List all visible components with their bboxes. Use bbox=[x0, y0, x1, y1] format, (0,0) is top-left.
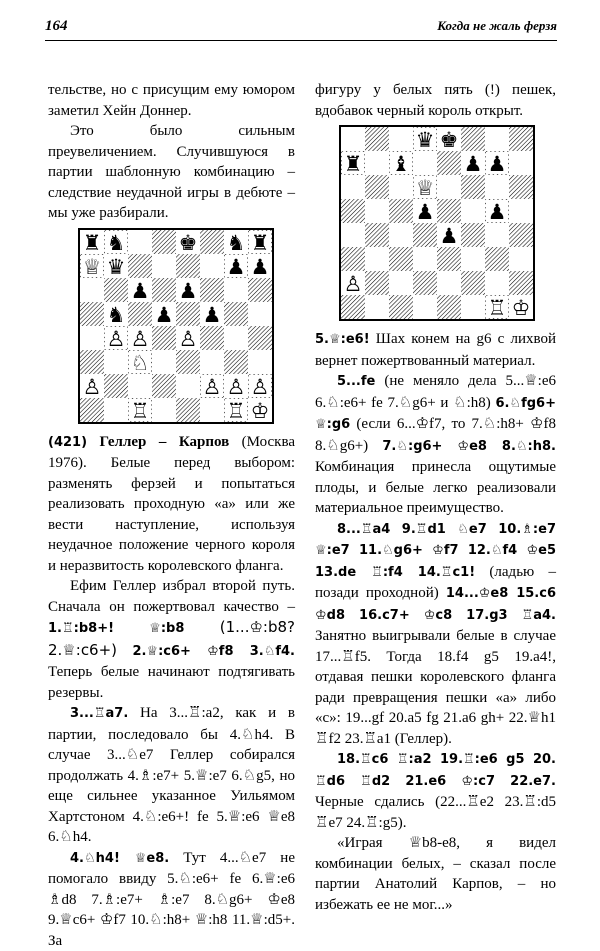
light-square bbox=[248, 350, 272, 374]
dark-square bbox=[104, 374, 128, 398]
black-pawn-f5: ♟ bbox=[203, 303, 222, 327]
paragraph bbox=[48, 703, 295, 848]
light-square bbox=[341, 127, 365, 151]
white-rook-g1: ♖ bbox=[227, 399, 246, 422]
light-square bbox=[152, 398, 176, 422]
light-square bbox=[461, 295, 485, 319]
black-pawn-e6: ♟ bbox=[179, 279, 198, 303]
dark-square bbox=[200, 326, 224, 350]
black-pawn-f7: ♟ bbox=[464, 152, 483, 176]
light-square bbox=[224, 278, 248, 302]
dark-square bbox=[152, 374, 176, 398]
paragraph: фигуру у белых пять (!) пешек, вдобавок черный король открыт. bbox=[315, 80, 556, 121]
white-pawn-f2: ♙ bbox=[203, 375, 222, 399]
moves: 1.♖:b8+! ♕:b8 bbox=[48, 621, 184, 636]
paragraph-text: Занятно выигрывали белые в случае 17...♖f5. Тогда 18.f4 g5 19.a4!, отдавая пешки королевского фланга ради превращения пешки «а» либо «с»: 19...gf 20.a5 fg 21.a6 gh+ 22.♕h1 ♖f2 23.♖a1 (Геллер). bbox=[315, 628, 556, 747]
paragraph bbox=[48, 848, 295, 951]
black-pawn-h7: ♟ bbox=[251, 255, 270, 279]
light-square bbox=[485, 175, 509, 199]
black-knight-b5: ♞ bbox=[107, 303, 126, 327]
paragraph bbox=[315, 519, 556, 750]
light-square bbox=[365, 199, 389, 223]
dark-square bbox=[224, 350, 248, 374]
dark-square bbox=[176, 302, 200, 326]
dark-square bbox=[152, 278, 176, 302]
dark-square bbox=[485, 247, 509, 271]
dark-square bbox=[248, 278, 272, 302]
paragraph-text: Комбинация принесла ощутимые плоды, и белые легко реализовали материальное преимущество. bbox=[315, 459, 556, 516]
white-king-h1: ♔ bbox=[512, 296, 531, 319]
moves: 3...♖a7. bbox=[70, 706, 128, 721]
light-square bbox=[461, 199, 485, 223]
dark-square bbox=[365, 175, 389, 199]
page-header bbox=[0, 18, 600, 38]
light-square bbox=[128, 230, 152, 254]
white-pawn-a2: ♙ bbox=[83, 375, 102, 399]
dark-square bbox=[176, 254, 200, 278]
white-pawn-e4: ♙ bbox=[179, 327, 198, 351]
dark-square bbox=[461, 271, 485, 295]
left-column bbox=[48, 80, 295, 951]
light-square bbox=[389, 223, 413, 247]
dark-square bbox=[509, 271, 533, 295]
black-king-e8: ♚ bbox=[440, 128, 459, 152]
white-knight-c3: ♘ bbox=[131, 351, 150, 375]
light-square bbox=[152, 254, 176, 278]
black-pawn-e4: ♟ bbox=[440, 224, 459, 248]
paragraph-text: Теперь белые начинают подтягивать резервы. bbox=[48, 664, 295, 701]
light-square bbox=[509, 247, 533, 271]
light-square bbox=[341, 223, 365, 247]
moves: 18.♖c6 ♖:a2 19.♖:e6 g5 20. ♖d6 ♖d2 21.e6 ♔:c7 22.e7. bbox=[315, 752, 556, 789]
light-square bbox=[485, 223, 509, 247]
dark-square bbox=[461, 127, 485, 151]
player-names: Геллер – Карпов bbox=[100, 434, 230, 450]
light-square bbox=[176, 374, 200, 398]
black-rook-a8: ♜ bbox=[83, 231, 102, 255]
running-title: Когда не жаль ферзя bbox=[437, 18, 557, 34]
dark-square bbox=[341, 199, 365, 223]
light-square bbox=[248, 302, 272, 326]
paragraph-text: Черные сдались (22...♖e2 23.♖:d5 ♖e7 24.♖:g5). bbox=[315, 794, 556, 831]
white-queen-d6: ♕ bbox=[416, 176, 435, 200]
dark-square bbox=[128, 254, 152, 278]
light-square bbox=[341, 175, 365, 199]
paragraph: «Играя ♕b8-e8, я видел комбинации белых, – сказал после партии Анатолий Карпов, – но избежать ее не мог...» bbox=[315, 833, 556, 915]
dark-square bbox=[104, 278, 128, 302]
dark-square bbox=[437, 247, 461, 271]
white-pawn-a2: ♙ bbox=[344, 272, 363, 296]
paragraph-text: (не меняло дела 5...♕:e6 6.♘:e6+ fe 7.♘g6+ и ♘:h8) bbox=[315, 373, 556, 411]
light-square bbox=[365, 151, 389, 175]
dark-square bbox=[341, 295, 365, 319]
light-square bbox=[389, 127, 413, 151]
paragraph-text: (Москва 1976). Белые перед выбором: разменять ферзей и попытаться реализовать проходную «а» или же вести наступление, используя неудачное положение черного короля и неразвитость королевского фланга. bbox=[48, 434, 295, 574]
chess-diagram-421 bbox=[78, 228, 274, 424]
paragraph-text: (если 6...♔f7, то 7.♘:h8+ ♔f8 8.♘g6+) bbox=[315, 416, 556, 454]
chess-diagram-wrap bbox=[48, 224, 295, 432]
white-king-h1: ♔ bbox=[251, 399, 270, 422]
paragraph-text: (ладью – позади проходной) bbox=[315, 564, 556, 602]
black-pawn-g5: ♟ bbox=[488, 200, 507, 224]
black-king-e8: ♚ bbox=[179, 231, 198, 255]
light-square bbox=[224, 326, 248, 350]
paragraph-text: Ефим Геллер избрал второй путь. Сначала он пожертвовал качество – bbox=[48, 578, 295, 615]
paragraph bbox=[48, 576, 295, 703]
black-pawn-d5: ♟ bbox=[416, 200, 435, 224]
paragraph-text: На 3...♖:a2, как и в партии, последовало бы 4.♘h4. В случае 3...♘e7 Геллер собирался продолжать 4.♗:e7+ 5.♕:e7 6.♘g5, но еще сильнее указанное Уильямом Хартстоном 4.♘:e6+! fe 5.♕:e6 ♕e8 6.♘h4. bbox=[48, 705, 295, 845]
moves: 6.♘fg6+ ♕:g6 bbox=[315, 396, 556, 433]
paragraph-text: Тут 4...♘e7 не помогало ввиду 5.♘:e6+ fe 6.♕:e6 ♗d8 7.♗:e7+ ♗:e7 8.♘g6+ ♔e8 9.♕c6+ ♔f7 10.♘:h8+ ♕:h8 11.♕:d5+. За bbox=[48, 850, 295, 949]
dark-square bbox=[152, 326, 176, 350]
game-number: (421) bbox=[48, 435, 87, 450]
dark-square bbox=[461, 175, 485, 199]
light-square bbox=[413, 151, 437, 175]
dark-square bbox=[413, 223, 437, 247]
dark-square bbox=[80, 302, 104, 326]
light-square bbox=[200, 254, 224, 278]
black-queen-d8: ♛ bbox=[416, 128, 435, 152]
light-square bbox=[200, 350, 224, 374]
dark-square bbox=[509, 223, 533, 247]
light-square bbox=[509, 151, 533, 175]
light-square bbox=[152, 350, 176, 374]
dark-square bbox=[389, 199, 413, 223]
light-square bbox=[413, 295, 437, 319]
paragraph: тельстве, но с присущим ему юмором заметил Хейн Доннер. bbox=[48, 80, 295, 121]
header-rule bbox=[45, 40, 557, 41]
light-square bbox=[389, 175, 413, 199]
paragraph bbox=[315, 371, 556, 519]
black-bishop-c7: ♝ bbox=[392, 152, 411, 176]
paragraph bbox=[315, 329, 556, 371]
light-square bbox=[80, 326, 104, 350]
black-rook-a7: ♜ bbox=[344, 152, 363, 176]
black-knight-b8: ♞ bbox=[107, 231, 126, 255]
light-square bbox=[80, 278, 104, 302]
paragraph bbox=[315, 749, 556, 833]
dark-square bbox=[437, 199, 461, 223]
light-square bbox=[128, 374, 152, 398]
light-square bbox=[485, 127, 509, 151]
white-rook-g1: ♖ bbox=[488, 296, 507, 319]
moves: 7.♘:g6+ ♔e8 8.♘:h8. bbox=[382, 439, 556, 454]
moves: 8...♖a4 9.♖d1 ♘e7 10.♗:e7 ♕:e7 11.♘g6+ ♔f7 12.♘f4 ♔e5 13.de ♖:f4 14.♖c1! bbox=[315, 522, 556, 580]
dark-square bbox=[389, 247, 413, 271]
moves: 2.♕:c6+ ♔f8 3.♘f4. bbox=[132, 644, 295, 659]
white-rook-c1: ♖ bbox=[131, 399, 150, 422]
dark-square bbox=[200, 278, 224, 302]
dark-square bbox=[152, 230, 176, 254]
dark-square bbox=[224, 302, 248, 326]
light-square bbox=[365, 295, 389, 319]
dark-square bbox=[365, 223, 389, 247]
light-square bbox=[365, 247, 389, 271]
white-queen-a7: ♕ bbox=[83, 255, 102, 279]
light-square bbox=[485, 271, 509, 295]
light-square bbox=[461, 247, 485, 271]
black-knight-g8: ♞ bbox=[227, 231, 246, 255]
dark-square bbox=[365, 127, 389, 151]
chess-diagram-wrap bbox=[315, 121, 556, 329]
dark-square bbox=[176, 350, 200, 374]
moves: 4.♘h4! ♕e8. bbox=[70, 851, 169, 866]
black-rook-h8: ♜ bbox=[251, 231, 270, 255]
variation: (1...♔:b8? 2.♕:c6+) bbox=[48, 618, 295, 659]
light-square bbox=[437, 271, 461, 295]
dark-square bbox=[437, 295, 461, 319]
dark-square bbox=[128, 302, 152, 326]
moves: 5...fe bbox=[337, 374, 375, 389]
white-pawn-b4: ♙ bbox=[107, 327, 126, 351]
dark-square bbox=[509, 175, 533, 199]
page-number: 164 bbox=[45, 18, 68, 35]
black-pawn-d5: ♟ bbox=[155, 303, 174, 327]
dark-square bbox=[461, 223, 485, 247]
dark-square bbox=[80, 398, 104, 422]
black-pawn-g7: ♟ bbox=[488, 152, 507, 176]
light-square bbox=[104, 398, 128, 422]
light-square bbox=[413, 247, 437, 271]
black-pawn-c6: ♟ bbox=[131, 279, 150, 303]
light-square bbox=[437, 175, 461, 199]
dark-square bbox=[437, 151, 461, 175]
light-square bbox=[389, 271, 413, 295]
dark-square bbox=[509, 127, 533, 151]
paragraph-text: Шах конем на g6 с лихвой вернет пожертвованный материал. bbox=[315, 331, 556, 369]
paragraph bbox=[48, 432, 295, 577]
white-pawn-h2: ♙ bbox=[251, 375, 270, 399]
black-pawn-g7: ♟ bbox=[227, 255, 246, 279]
right-column bbox=[315, 80, 556, 915]
light-square bbox=[104, 350, 128, 374]
white-pawn-g2: ♙ bbox=[227, 375, 246, 399]
dark-square bbox=[248, 326, 272, 350]
light-square bbox=[200, 398, 224, 422]
dark-square bbox=[80, 350, 104, 374]
white-pawn-c4: ♙ bbox=[131, 327, 150, 351]
light-square bbox=[509, 199, 533, 223]
dark-square bbox=[341, 247, 365, 271]
dark-square bbox=[413, 271, 437, 295]
dark-square bbox=[200, 230, 224, 254]
moves: 5.♕:e6! bbox=[315, 332, 370, 347]
paragraph: Это было сильным преувеличением. Случившуюся в партии шаблонную комбинацию – следствие неудачной игры в дебюте – мы уже разбирали. bbox=[48, 121, 295, 224]
black-queen-b7: ♛ bbox=[107, 255, 126, 279]
chess-diagram-after-move-4 bbox=[339, 125, 535, 321]
dark-square bbox=[365, 271, 389, 295]
dark-square bbox=[176, 398, 200, 422]
dark-square bbox=[389, 295, 413, 319]
moves: 14...♔e8 15.c6 ♔d8 16.c7+ ♔c8 17.g3 ♖a4. bbox=[315, 586, 556, 623]
